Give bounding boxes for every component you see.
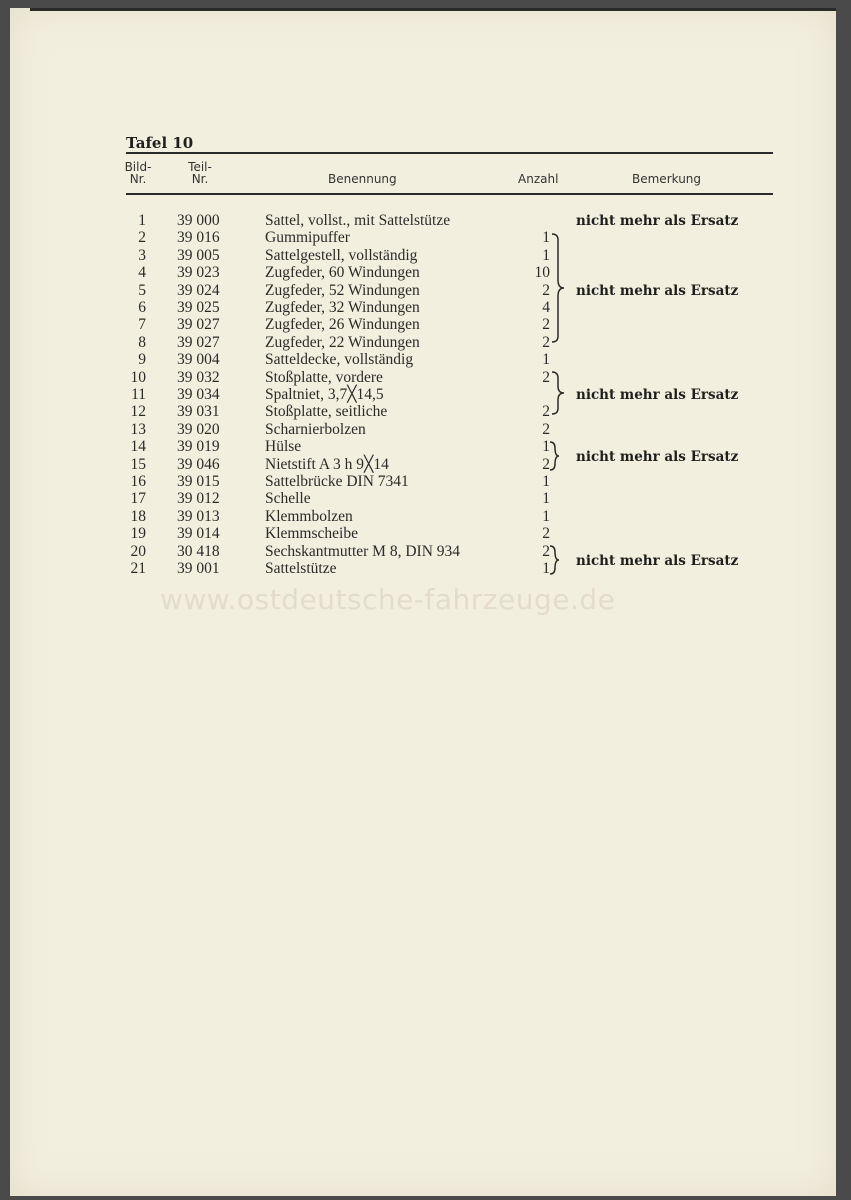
table-row bbox=[10, 299, 836, 316]
cell-benennung: Spaltniet, 3,7╳14,5 bbox=[265, 386, 384, 403]
table-row bbox=[10, 229, 836, 246]
table-row bbox=[10, 421, 836, 438]
cell-anzahl: 1 bbox=[542, 438, 550, 456]
table-row bbox=[10, 508, 836, 525]
cell-bild-nr: 13 bbox=[130, 420, 146, 438]
cell-benennung: Scharnierbolzen bbox=[265, 420, 366, 438]
table-row bbox=[10, 264, 836, 281]
cell-bild-nr: 3 bbox=[138, 246, 146, 264]
header-top-rule bbox=[126, 152, 773, 154]
cell-teil-nr: 39 001 bbox=[177, 560, 220, 577]
remark-rows-20-21: nicht mehr als Ersatz bbox=[576, 553, 739, 569]
cell-anzahl: 2 bbox=[542, 542, 550, 560]
cell-teil-nr: 39 000 bbox=[177, 212, 220, 229]
table-row bbox=[10, 369, 836, 386]
cell-benennung: Sechskantmutter M 8, DIN 934 bbox=[265, 542, 461, 560]
cell-anzahl: 1 bbox=[542, 490, 550, 508]
cell-bild-nr: 18 bbox=[130, 507, 146, 525]
cell-teil-nr: 39 016 bbox=[177, 229, 220, 247]
remark-rows-2-8: nicht mehr als Ersatz bbox=[576, 283, 739, 299]
col-header-bild bbox=[118, 161, 158, 185]
table-row bbox=[10, 473, 836, 490]
cell-teil-nr: 39 027 bbox=[177, 333, 220, 351]
table-row bbox=[10, 334, 836, 351]
top-edge-rule bbox=[30, 8, 836, 11]
cell-benennung: Sattelgestell, vollständig bbox=[265, 246, 418, 264]
cell-anzahl: 2 bbox=[542, 368, 550, 386]
cell-anzahl: 2 bbox=[542, 403, 550, 421]
cell-anzahl: 1 bbox=[542, 473, 550, 490]
header-bottom-rule bbox=[126, 193, 773, 195]
cell-bild-nr: 4 bbox=[138, 264, 146, 282]
cell-bild-nr: 14 bbox=[130, 438, 146, 456]
cell-bild-nr: 19 bbox=[130, 525, 146, 543]
cell-bild-nr: 11 bbox=[131, 386, 146, 403]
cell-benennung: Stoßplatte, seitliche bbox=[265, 403, 388, 421]
cell-benennung: Sattel, vollst., mit Sattelstütze bbox=[265, 212, 451, 229]
col-header-bemerkung: Bemerkung bbox=[632, 172, 702, 186]
cell-teil-nr: 39 020 bbox=[177, 420, 220, 438]
cell-benennung: Klemmscheibe bbox=[265, 525, 358, 543]
brace-rows-2-8 bbox=[550, 232, 570, 344]
cell-benennung: Zugfeder, 26 Windungen bbox=[265, 316, 420, 334]
col-header-teil bbox=[180, 161, 220, 185]
cell-bild-nr: 9 bbox=[138, 351, 146, 369]
table-row bbox=[10, 351, 836, 368]
cell-teil-nr: 39 034 bbox=[177, 386, 220, 403]
cell-benennung: Hülse bbox=[265, 438, 302, 456]
cell-teil-nr: 39 004 bbox=[177, 351, 220, 369]
cell-bild-nr: 20 bbox=[130, 542, 146, 560]
remark-rows-10-12: nicht mehr als Ersatz bbox=[576, 387, 739, 403]
col-header-teil-line2: Nr. bbox=[191, 172, 209, 186]
cell-anzahl: 2 bbox=[542, 525, 550, 543]
cell-anzahl: 2 bbox=[542, 420, 550, 438]
cell-bild-nr: 5 bbox=[138, 281, 146, 299]
cell-bild-nr: 8 bbox=[138, 333, 146, 351]
col-header-bild-line2: Nr. bbox=[129, 172, 147, 186]
cell-teil-nr: 30 418 bbox=[177, 542, 220, 560]
table-row bbox=[10, 490, 836, 507]
cell-benennung: Schelle bbox=[265, 490, 311, 508]
remark-rows-14-15: nicht mehr als Ersatz bbox=[576, 449, 739, 465]
cell-teil-nr: 39 025 bbox=[177, 299, 220, 316]
cell-teil-nr: 39 013 bbox=[177, 507, 220, 525]
cell-bild-nr: 1 bbox=[138, 212, 146, 229]
cell-benennung: Klemmbolzen bbox=[265, 507, 353, 525]
cell-bild-nr: 12 bbox=[130, 403, 146, 421]
cell-teil-nr: 39 046 bbox=[177, 455, 220, 473]
cell-benennung: Zugfeder, 52 Windungen bbox=[265, 281, 420, 299]
cell-anzahl: 2 bbox=[542, 455, 550, 473]
cell-teil-nr: 39 027 bbox=[177, 316, 220, 334]
brace-rows-20-21 bbox=[548, 544, 564, 576]
cell-bild-nr: 15 bbox=[130, 455, 146, 473]
cell-anzahl: 1 bbox=[542, 246, 550, 264]
cell-teil-nr: 39 023 bbox=[177, 264, 220, 282]
cell-bild-nr: 2 bbox=[138, 229, 146, 247]
table-row bbox=[10, 403, 836, 420]
cell-bild-nr: 10 bbox=[130, 368, 146, 386]
cell-teil-nr: 39 031 bbox=[177, 403, 220, 421]
cell-benennung: Stoßplatte, vordere bbox=[265, 368, 383, 386]
col-header-benennung: Benennung bbox=[328, 172, 397, 186]
cell-anzahl: 1 bbox=[542, 229, 550, 247]
cell-benennung: Zugfeder, 60 Windungen bbox=[265, 264, 420, 282]
col-header-bild-line1: Bild- bbox=[124, 160, 152, 174]
cell-teil-nr: 39 014 bbox=[177, 525, 220, 543]
cell-benennung: Sattelstütze bbox=[265, 560, 337, 577]
table-row bbox=[10, 316, 836, 333]
cell-teil-nr: 39 015 bbox=[177, 473, 220, 490]
cell-benennung: Satteldecke, vollständig bbox=[265, 351, 414, 369]
cell-teil-nr: 39 012 bbox=[177, 490, 220, 508]
table-row bbox=[10, 525, 836, 542]
brace-rows-10-12 bbox=[550, 370, 570, 416]
cell-teil-nr: 39 032 bbox=[177, 368, 220, 386]
page-title: Tafel 10 bbox=[126, 134, 194, 152]
cell-bild-nr: 16 bbox=[130, 473, 146, 490]
cell-anzahl: 1 bbox=[542, 560, 550, 577]
brace-rows-14-15 bbox=[548, 440, 564, 472]
cell-teil-nr: 39 024 bbox=[177, 281, 220, 299]
cell-teil-nr: 39 019 bbox=[177, 438, 220, 456]
cell-anzahl: 10 bbox=[534, 264, 550, 282]
cell-anzahl: 2 bbox=[542, 316, 550, 334]
cell-bild-nr: 21 bbox=[130, 560, 146, 577]
cell-teil-nr: 39 005 bbox=[177, 246, 220, 264]
cell-bild-nr: 17 bbox=[130, 490, 146, 508]
watermark-text: www.ostdeutsche-fahrzeuge.de bbox=[160, 583, 616, 616]
cell-benennung: Nietstift A 3 h 9╳14 bbox=[265, 455, 389, 473]
cell-bild-nr: 6 bbox=[138, 299, 146, 316]
table-row bbox=[10, 247, 836, 264]
cell-benennung: Sattelbrücke DIN 7341 bbox=[265, 473, 409, 490]
cell-benennung: Zugfeder, 32 Windungen bbox=[265, 299, 420, 316]
remark-row-1: nicht mehr als Ersatz bbox=[576, 213, 739, 229]
col-header-anzahl: Anzahl bbox=[518, 172, 559, 186]
cell-anzahl: 1 bbox=[542, 507, 550, 525]
cell-anzahl: 4 bbox=[542, 299, 550, 316]
cell-benennung: Gummipuffer bbox=[265, 229, 350, 247]
cell-benennung: Zugfeder, 22 Windungen bbox=[265, 333, 420, 351]
cell-anzahl: 1 bbox=[542, 351, 550, 369]
cell-anzahl: 2 bbox=[542, 333, 550, 351]
cell-anzahl: 2 bbox=[542, 281, 550, 299]
document-page bbox=[10, 8, 836, 1196]
cell-bild-nr: 7 bbox=[138, 316, 146, 334]
col-header-teil-line1: Teil- bbox=[188, 160, 212, 174]
